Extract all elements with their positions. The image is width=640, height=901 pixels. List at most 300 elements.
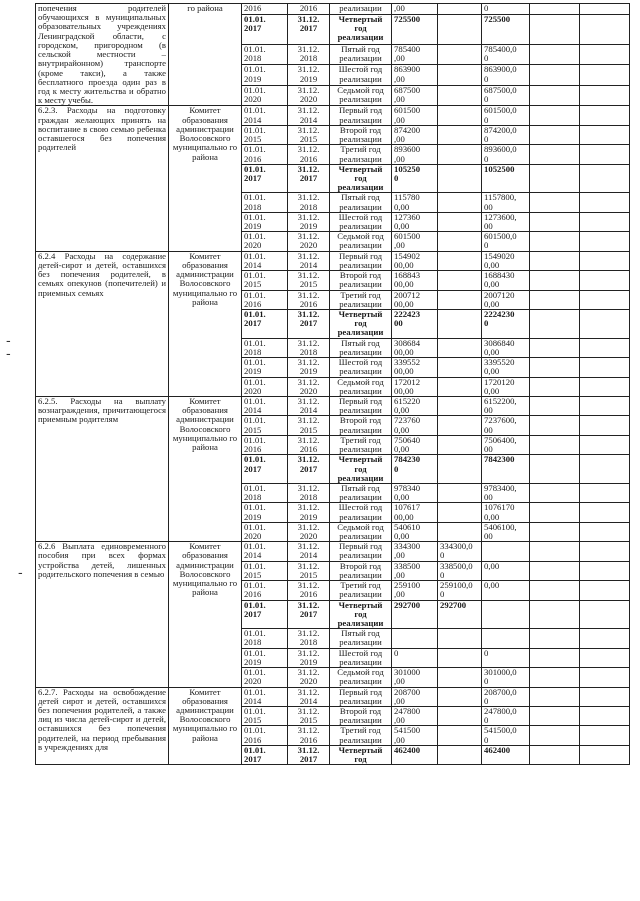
total-amount-cell: 687500 ,00 bbox=[392, 85, 438, 106]
implementation-year-cell: Первый год реализации bbox=[330, 396, 392, 415]
implementation-year-cell: Второй год реализации bbox=[330, 561, 392, 580]
implementation-year-cell: Первый год реализации bbox=[330, 251, 392, 270]
regional-budget-cell: 1720120 0,00 bbox=[482, 377, 530, 396]
local-budget-cell bbox=[530, 396, 580, 415]
other-sources-cell bbox=[580, 193, 630, 212]
other-sources-cell bbox=[580, 212, 630, 231]
start-date-cell: 01.01. 2019 bbox=[242, 503, 288, 522]
responsible-executor: Комитет образования администрации Волосовского муниципально го района bbox=[169, 251, 242, 396]
regional-budget-cell bbox=[482, 629, 530, 648]
table-row bbox=[36, 687, 630, 706]
other-sources-cell bbox=[580, 271, 630, 290]
responsible-executor: Комитет образования администрации Волосовского муниципально го района bbox=[169, 106, 242, 251]
end-date-cell: 31.12. 2017 bbox=[288, 745, 330, 764]
total-amount-cell: 784230 0 bbox=[392, 455, 438, 484]
federal-budget-cell bbox=[438, 522, 482, 541]
document-page bbox=[35, 3, 629, 765]
federal-budget-cell bbox=[438, 310, 482, 339]
local-budget-cell bbox=[530, 358, 580, 377]
other-sources-cell bbox=[580, 522, 630, 541]
local-budget-cell bbox=[530, 290, 580, 309]
activity-description: 6.2.6 Выплата единовременного пособия при всех формах устройства детей, лишенных родительского попечения в семью bbox=[36, 542, 169, 687]
regional-budget-cell: 0,00 bbox=[482, 561, 530, 580]
local-budget-cell bbox=[530, 310, 580, 339]
implementation-year-cell: реализации bbox=[330, 4, 392, 15]
total-amount-cell bbox=[392, 629, 438, 648]
other-sources-cell bbox=[580, 358, 630, 377]
start-date-cell: 01.01. 2015 bbox=[242, 125, 288, 144]
regional-budget-cell: 7237600, 00 bbox=[482, 416, 530, 435]
end-date-cell: 31.12. 2017 bbox=[288, 310, 330, 339]
start-date-cell: 01.01. 2017 bbox=[242, 745, 288, 764]
end-date-cell: 31.12. 2018 bbox=[288, 483, 330, 502]
total-amount-cell: 172012 00,00 bbox=[392, 377, 438, 396]
regional-budget-cell: 3395520 0,00 bbox=[482, 358, 530, 377]
local-budget-cell bbox=[530, 4, 580, 15]
end-date-cell: 31.12. 2016 bbox=[288, 726, 330, 745]
program-expenses-table bbox=[35, 3, 630, 765]
regional-budget-cell: 785400,0 0 bbox=[482, 44, 530, 64]
federal-budget-cell bbox=[438, 435, 482, 454]
end-date-cell: 31.12. 2017 bbox=[288, 14, 330, 44]
local-budget-cell bbox=[530, 14, 580, 44]
federal-budget-cell bbox=[438, 212, 482, 231]
total-amount-cell: 259100 ,00 bbox=[392, 581, 438, 600]
local-budget-cell bbox=[530, 212, 580, 231]
other-sources-cell bbox=[580, 706, 630, 725]
federal-budget-cell bbox=[438, 745, 482, 764]
local-budget-cell bbox=[530, 687, 580, 706]
start-date-cell: 01.01. 2017 bbox=[242, 310, 288, 339]
regional-budget-cell: 863900,0 0 bbox=[482, 65, 530, 85]
other-sources-cell bbox=[580, 561, 630, 580]
implementation-year-cell: Третий год реализации bbox=[330, 145, 392, 164]
total-amount-cell: 308684 00,00 bbox=[392, 338, 438, 357]
start-date-cell: 01.01. 2017 bbox=[242, 600, 288, 629]
regional-budget-cell: 247800,0 0 bbox=[482, 706, 530, 725]
implementation-year-cell: Третий год реализации bbox=[330, 290, 392, 309]
total-amount-cell: 540610 0,00 bbox=[392, 522, 438, 541]
margin-mark: - bbox=[6, 334, 11, 349]
federal-budget-cell bbox=[438, 251, 482, 270]
start-date-cell: 01.01. 2018 bbox=[242, 44, 288, 64]
local-budget-cell bbox=[530, 503, 580, 522]
total-amount-cell: 339552 00,00 bbox=[392, 358, 438, 377]
regional-budget-cell: 0 bbox=[482, 4, 530, 15]
local-budget-cell bbox=[530, 542, 580, 561]
end-date-cell: 31.12. 2015 bbox=[288, 271, 330, 290]
start-date-cell: 01.01. 2020 bbox=[242, 668, 288, 687]
responsible-executor: Комитет образования администрации Волосовского муниципально го района bbox=[169, 396, 242, 541]
start-date-cell: 01.01. 2019 bbox=[242, 65, 288, 85]
total-amount-cell: 168843 00,00 bbox=[392, 271, 438, 290]
total-amount-cell: 334300 ,00 bbox=[392, 542, 438, 561]
other-sources-cell bbox=[580, 164, 630, 193]
start-date-cell: 01.01. 2019 bbox=[242, 648, 288, 667]
end-date-cell: 31.12. 2020 bbox=[288, 85, 330, 106]
other-sources-cell bbox=[580, 338, 630, 357]
regional-budget-cell: 1688430 0,00 bbox=[482, 271, 530, 290]
federal-budget-cell bbox=[438, 338, 482, 357]
regional-budget-cell: 541500,0 0 bbox=[482, 726, 530, 745]
federal-budget-cell bbox=[438, 377, 482, 396]
other-sources-cell bbox=[580, 455, 630, 484]
regional-budget-cell: 7842300 bbox=[482, 455, 530, 484]
start-date-cell: 01.01. 2019 bbox=[242, 212, 288, 231]
end-date-cell: 31.12. 2017 bbox=[288, 600, 330, 629]
regional-budget-cell: 601500,0 0 bbox=[482, 232, 530, 251]
local-budget-cell bbox=[530, 106, 580, 125]
other-sources-cell bbox=[580, 726, 630, 745]
start-date-cell: 01.01. 2020 bbox=[242, 522, 288, 541]
implementation-year-cell: Первый год реализации bbox=[330, 687, 392, 706]
regional-budget-cell: 725500 bbox=[482, 14, 530, 44]
other-sources-cell bbox=[580, 483, 630, 502]
federal-budget-cell bbox=[438, 232, 482, 251]
local-budget-cell bbox=[530, 455, 580, 484]
regional-budget-cell: 0 bbox=[482, 648, 530, 667]
margin-mark: - bbox=[6, 347, 11, 362]
end-date-cell: 31.12. 2018 bbox=[288, 338, 330, 357]
implementation-year-cell: Пятый год реализации bbox=[330, 338, 392, 357]
federal-budget-cell bbox=[438, 726, 482, 745]
local-budget-cell bbox=[530, 600, 580, 629]
end-date-cell: 31.12. 2019 bbox=[288, 503, 330, 522]
total-amount-cell: 127360 0,00 bbox=[392, 212, 438, 231]
table-row bbox=[36, 542, 630, 561]
end-date-cell: 31.12. 2015 bbox=[288, 561, 330, 580]
regional-budget-cell: 2007120 0,00 bbox=[482, 290, 530, 309]
other-sources-cell bbox=[580, 310, 630, 339]
local-budget-cell bbox=[530, 338, 580, 357]
federal-budget-cell bbox=[438, 193, 482, 212]
federal-budget-cell bbox=[438, 396, 482, 415]
other-sources-cell bbox=[580, 629, 630, 648]
end-date-cell: 31.12. 2020 bbox=[288, 377, 330, 396]
federal-budget-cell bbox=[438, 455, 482, 484]
start-date-cell: 01.01. 2020 bbox=[242, 232, 288, 251]
federal-budget-cell: 338500,0 0 bbox=[438, 561, 482, 580]
regional-budget-cell: 462400 bbox=[482, 745, 530, 764]
local-budget-cell bbox=[530, 726, 580, 745]
total-amount-cell: 615220 0,00 bbox=[392, 396, 438, 415]
local-budget-cell bbox=[530, 85, 580, 106]
start-date-cell: 01.01. 2016 bbox=[242, 145, 288, 164]
end-date-cell: 31.12. 2018 bbox=[288, 44, 330, 64]
local-budget-cell bbox=[530, 416, 580, 435]
table-row bbox=[36, 396, 630, 415]
total-amount-cell: 222423 00 bbox=[392, 310, 438, 339]
start-date-cell: 01.01. 2016 bbox=[242, 435, 288, 454]
local-budget-cell bbox=[530, 164, 580, 193]
other-sources-cell bbox=[580, 44, 630, 64]
total-amount-cell: 863900 ,00 bbox=[392, 65, 438, 85]
end-date-cell: 31.12. 2016 bbox=[288, 145, 330, 164]
end-date-cell: 31.12. 2015 bbox=[288, 125, 330, 144]
total-amount-cell: 154902 00,00 bbox=[392, 251, 438, 270]
activity-description: 6.2.4 Расходы на содержание детей-сирот и детей, оставшихся без попечения родителей, в семьях опекунов (попечителей) и приемных семьях bbox=[36, 251, 169, 396]
regional-budget-cell: 5406100, 00 bbox=[482, 522, 530, 541]
local-budget-cell bbox=[530, 145, 580, 164]
local-budget-cell bbox=[530, 668, 580, 687]
start-date-cell: 01.01. 2020 bbox=[242, 377, 288, 396]
end-date-cell: 31.12. 2016 bbox=[288, 581, 330, 600]
regional-budget-cell: 2224230 0 bbox=[482, 310, 530, 339]
federal-budget-cell bbox=[438, 416, 482, 435]
local-budget-cell bbox=[530, 561, 580, 580]
federal-budget-cell bbox=[438, 271, 482, 290]
federal-budget-cell bbox=[438, 14, 482, 44]
regional-budget-cell: 6152200, 00 bbox=[482, 396, 530, 415]
end-date-cell: 31.12. 2014 bbox=[288, 396, 330, 415]
start-date-cell: 01.01. 2016 bbox=[242, 726, 288, 745]
start-date-cell: 01.01. 2015 bbox=[242, 706, 288, 725]
start-date-cell: 01.01. 2014 bbox=[242, 106, 288, 125]
total-amount-cell: 723760 0,00 bbox=[392, 416, 438, 435]
other-sources-cell bbox=[580, 416, 630, 435]
total-amount-cell: 0 bbox=[392, 648, 438, 667]
total-amount-cell: 115780 0,00 bbox=[392, 193, 438, 212]
local-budget-cell bbox=[530, 629, 580, 648]
implementation-year-cell: Первый год реализации bbox=[330, 106, 392, 125]
other-sources-cell bbox=[580, 125, 630, 144]
start-date-cell: 01.01. 2019 bbox=[242, 358, 288, 377]
start-date-cell: 01.01. 2014 bbox=[242, 251, 288, 270]
activity-description: 6.2.7. Расходы на освобождение детей сирот и детей, оставшихся без попечения родителей, а также лиц из числа детей-сирот и детей, оставшихся без попечения родителей, на период пребывания в учреждениях для bbox=[36, 687, 169, 765]
implementation-year-cell: Пятый год реализации bbox=[330, 193, 392, 212]
federal-budget-cell bbox=[438, 668, 482, 687]
regional-budget-cell: 1549020 0,00 bbox=[482, 251, 530, 270]
total-amount-cell: 874200 ,00 bbox=[392, 125, 438, 144]
end-date-cell: 31.12. 2020 bbox=[288, 522, 330, 541]
local-budget-cell bbox=[530, 65, 580, 85]
federal-budget-cell bbox=[438, 164, 482, 193]
implementation-year-cell: Шестой год реализации bbox=[330, 65, 392, 85]
other-sources-cell bbox=[580, 4, 630, 15]
implementation-year-cell: Седьмой год реализации bbox=[330, 522, 392, 541]
implementation-year-cell: Четвертый год реализации bbox=[330, 14, 392, 44]
implementation-year-cell: Третий год реализации bbox=[330, 726, 392, 745]
implementation-year-cell: Четвертый год реализации bbox=[330, 164, 392, 193]
regional-budget-cell: 687500,0 0 bbox=[482, 85, 530, 106]
local-budget-cell bbox=[530, 435, 580, 454]
federal-budget-cell bbox=[438, 648, 482, 667]
other-sources-cell bbox=[580, 232, 630, 251]
total-amount-cell: 725500 bbox=[392, 14, 438, 44]
other-sources-cell bbox=[580, 65, 630, 85]
local-budget-cell bbox=[530, 581, 580, 600]
implementation-year-cell: Пятый год реализации bbox=[330, 44, 392, 64]
total-amount-cell: 601500 ,00 bbox=[392, 232, 438, 251]
end-date-cell: 31.12. 2019 bbox=[288, 358, 330, 377]
other-sources-cell bbox=[580, 106, 630, 125]
local-budget-cell bbox=[530, 44, 580, 64]
total-amount-cell: 541500 ,00 bbox=[392, 726, 438, 745]
local-budget-cell bbox=[530, 232, 580, 251]
federal-budget-cell bbox=[438, 145, 482, 164]
total-amount-cell: 208700 ,00 bbox=[392, 687, 438, 706]
federal-budget-cell bbox=[438, 4, 482, 15]
implementation-year-cell: Первый год реализации bbox=[330, 542, 392, 561]
implementation-year-cell: Третий год реализации bbox=[330, 435, 392, 454]
regional-budget-cell: 7506400, 00 bbox=[482, 435, 530, 454]
implementation-year-cell: Седьмой год реализации bbox=[330, 668, 392, 687]
start-date-cell: 01.01. 2015 bbox=[242, 561, 288, 580]
total-amount-cell: 105250 0 bbox=[392, 164, 438, 193]
regional-budget-cell bbox=[482, 600, 530, 629]
end-date-cell: 31.12. 2017 bbox=[288, 455, 330, 484]
implementation-year-cell: Седьмой год реализации bbox=[330, 232, 392, 251]
local-budget-cell bbox=[530, 193, 580, 212]
total-amount-cell: 750640 0,00 bbox=[392, 435, 438, 454]
federal-budget-cell bbox=[438, 65, 482, 85]
federal-budget-cell bbox=[438, 125, 482, 144]
end-date-cell: 31.12. 2015 bbox=[288, 416, 330, 435]
other-sources-cell bbox=[580, 377, 630, 396]
end-date-cell: 2016 bbox=[288, 4, 330, 15]
start-date-cell: 01.01. 2015 bbox=[242, 416, 288, 435]
implementation-year-cell: Четвертый год реализации bbox=[330, 455, 392, 484]
total-amount-cell: 893600 ,00 bbox=[392, 145, 438, 164]
other-sources-cell bbox=[580, 542, 630, 561]
implementation-year-cell: Пятый год реализации bbox=[330, 629, 392, 648]
table-row bbox=[36, 251, 630, 270]
regional-budget-cell: 893600,0 0 bbox=[482, 145, 530, 164]
local-budget-cell bbox=[530, 125, 580, 144]
end-date-cell: 31.12. 2018 bbox=[288, 193, 330, 212]
federal-budget-cell bbox=[438, 85, 482, 106]
total-amount-cell: 107617 00,00 bbox=[392, 503, 438, 522]
regional-budget-cell: 1076170 0,00 bbox=[482, 503, 530, 522]
end-date-cell: 31.12. 2020 bbox=[288, 232, 330, 251]
end-date-cell: 31.12. 2018 bbox=[288, 629, 330, 648]
federal-budget-cell: 334300,0 0 bbox=[438, 542, 482, 561]
federal-budget-cell: 259100,0 0 bbox=[438, 581, 482, 600]
federal-budget-cell bbox=[438, 629, 482, 648]
implementation-year-cell: Седьмой год реализации bbox=[330, 85, 392, 106]
end-date-cell: 31.12. 2016 bbox=[288, 290, 330, 309]
start-date-cell: 01.01. 2018 bbox=[242, 193, 288, 212]
margin-mark: - bbox=[18, 566, 23, 581]
end-date-cell: 31.12. 2017 bbox=[288, 164, 330, 193]
federal-budget-cell bbox=[438, 687, 482, 706]
end-date-cell: 31.12. 2015 bbox=[288, 706, 330, 725]
regional-budget-cell: 1157800, 00 bbox=[482, 193, 530, 212]
implementation-year-cell: Второй год реализации bbox=[330, 271, 392, 290]
end-date-cell: 31.12. 2020 bbox=[288, 668, 330, 687]
regional-budget-cell: 208700,0 0 bbox=[482, 687, 530, 706]
other-sources-cell bbox=[580, 581, 630, 600]
start-date-cell: 01.01. 2014 bbox=[242, 542, 288, 561]
implementation-year-cell: Второй год реализации bbox=[330, 416, 392, 435]
other-sources-cell bbox=[580, 290, 630, 309]
federal-budget-cell bbox=[438, 706, 482, 725]
start-date-cell: 01.01. 2016 bbox=[242, 290, 288, 309]
total-amount-cell: 785400 ,00 bbox=[392, 44, 438, 64]
implementation-year-cell: Второй год реализации bbox=[330, 125, 392, 144]
responsible-executor: Комитет образования администрации Волосовского муниципально го района bbox=[169, 687, 242, 765]
start-date-cell: 01.01. 2014 bbox=[242, 687, 288, 706]
other-sources-cell bbox=[580, 85, 630, 106]
total-amount-cell: 301000 ,00 bbox=[392, 668, 438, 687]
federal-budget-cell bbox=[438, 106, 482, 125]
local-budget-cell bbox=[530, 483, 580, 502]
implementation-year-cell: Седьмой год реализации bbox=[330, 377, 392, 396]
start-date-cell: 01.01. 2017 bbox=[242, 455, 288, 484]
local-budget-cell bbox=[530, 271, 580, 290]
implementation-year-cell: Четвертый год bbox=[330, 745, 392, 764]
local-budget-cell bbox=[530, 377, 580, 396]
local-budget-cell bbox=[530, 522, 580, 541]
local-budget-cell bbox=[530, 251, 580, 270]
responsible-executor: го района bbox=[169, 4, 242, 106]
other-sources-cell bbox=[580, 145, 630, 164]
start-date-cell: 01.01. 2015 bbox=[242, 271, 288, 290]
other-sources-cell bbox=[580, 600, 630, 629]
end-date-cell: 31.12. 2014 bbox=[288, 687, 330, 706]
implementation-year-cell: Шестой год реализации bbox=[330, 212, 392, 231]
end-date-cell: 31.12. 2016 bbox=[288, 435, 330, 454]
other-sources-cell bbox=[580, 435, 630, 454]
other-sources-cell bbox=[580, 396, 630, 415]
end-date-cell: 31.12. 2014 bbox=[288, 542, 330, 561]
other-sources-cell bbox=[580, 745, 630, 764]
activity-description: 6.2.5. Расходы на выплату вознаграждения, причитающегося приемным родителям bbox=[36, 396, 169, 541]
total-amount-cell: 247800 ,00 bbox=[392, 706, 438, 725]
other-sources-cell bbox=[580, 14, 630, 44]
other-sources-cell bbox=[580, 687, 630, 706]
total-amount-cell: ,00 bbox=[392, 4, 438, 15]
activity-description: попечения родителей обучающихся в муниципальных образовательных учреждениях Ленинградской области, с городском, пригородном (в сельской местности – внутрирайонном) транспорте (кроме такси), а также бесплатного проезда один раз в год к месту жительства и обратно к месту учебы. bbox=[36, 4, 169, 106]
other-sources-cell bbox=[580, 251, 630, 270]
other-sources-cell bbox=[580, 648, 630, 667]
end-date-cell: 31.12. 2019 bbox=[288, 212, 330, 231]
local-budget-cell bbox=[530, 648, 580, 667]
regional-budget-cell: 301000,0 0 bbox=[482, 668, 530, 687]
other-sources-cell bbox=[580, 503, 630, 522]
federal-budget-cell: 292700 bbox=[438, 600, 482, 629]
other-sources-cell bbox=[580, 668, 630, 687]
start-date-cell: 01.01. 2014 bbox=[242, 396, 288, 415]
implementation-year-cell: Шестой год реализации bbox=[330, 503, 392, 522]
federal-budget-cell bbox=[438, 358, 482, 377]
total-amount-cell: 978340 0,00 bbox=[392, 483, 438, 502]
implementation-year-cell: Четвертый год реализации bbox=[330, 600, 392, 629]
regional-budget-cell: 1052500 bbox=[482, 164, 530, 193]
regional-budget-cell bbox=[482, 542, 530, 561]
federal-budget-cell bbox=[438, 44, 482, 64]
table-row bbox=[36, 4, 630, 15]
activity-description: 6.2.3. Расходы на подготовку граждан желающих принять на воспитание в свою семью ребенка оставшегося без попечения родителей bbox=[36, 106, 169, 251]
implementation-year-cell: Шестой год реализации bbox=[330, 648, 392, 667]
implementation-year-cell: Шестой год реализации bbox=[330, 358, 392, 377]
end-date-cell: 31.12. 2014 bbox=[288, 251, 330, 270]
federal-budget-cell bbox=[438, 483, 482, 502]
table-row bbox=[36, 106, 630, 125]
total-amount-cell: 292700 bbox=[392, 600, 438, 629]
total-amount-cell: 601500 ,00 bbox=[392, 106, 438, 125]
total-amount-cell: 338500 ,00 bbox=[392, 561, 438, 580]
implementation-year-cell: Второй год реализации bbox=[330, 706, 392, 725]
total-amount-cell: 462400 bbox=[392, 745, 438, 764]
regional-budget-cell: 3086840 0,00 bbox=[482, 338, 530, 357]
implementation-year-cell: Пятый год реализации bbox=[330, 483, 392, 502]
federal-budget-cell bbox=[438, 503, 482, 522]
start-date-cell: 2016 bbox=[242, 4, 288, 15]
end-date-cell: 31.12. 2019 bbox=[288, 65, 330, 85]
end-date-cell: 31.12. 2019 bbox=[288, 648, 330, 667]
regional-budget-cell: 874200,0 0 bbox=[482, 125, 530, 144]
